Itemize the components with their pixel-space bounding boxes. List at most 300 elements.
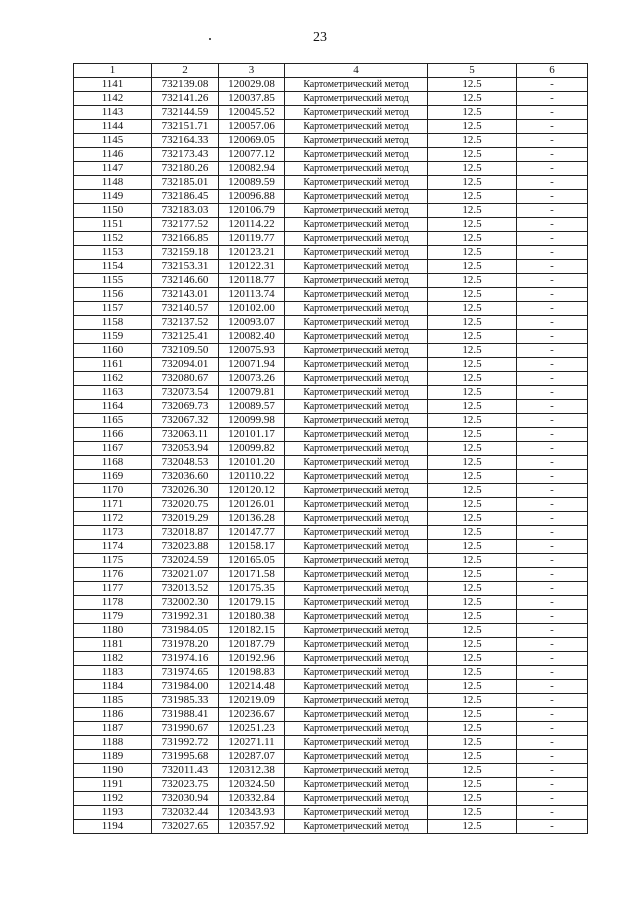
y-coordinate-cell: 120123.21 <box>219 246 285 260</box>
method-cell: Картометрический метод <box>285 344 428 358</box>
method-cell: Картометрический метод <box>285 512 428 526</box>
x-coordinate-cell: 732180.26 <box>152 162 219 176</box>
table-header-row <box>74 64 588 78</box>
note-cell: - <box>517 442 588 456</box>
method-cell: Картометрический метод <box>285 190 428 204</box>
point-number-cell: 1144 <box>74 120 152 134</box>
note-cell: - <box>517 330 588 344</box>
table-row <box>74 232 588 246</box>
table-row <box>74 162 588 176</box>
accuracy-cell: 12.5 <box>428 218 517 232</box>
table-row <box>74 652 588 666</box>
point-number-cell: 1182 <box>74 652 152 666</box>
accuracy-cell: 12.5 <box>428 526 517 540</box>
point-number-cell: 1190 <box>74 764 152 778</box>
note-cell: - <box>517 540 588 554</box>
table-row <box>74 568 588 582</box>
accuracy-cell: 12.5 <box>428 624 517 638</box>
y-coordinate-cell: 120175.35 <box>219 582 285 596</box>
note-cell: - <box>517 344 588 358</box>
point-number-cell: 1151 <box>74 218 152 232</box>
x-coordinate-cell: 732183.03 <box>152 204 219 218</box>
point-number-cell: 1185 <box>74 694 152 708</box>
note-cell: - <box>517 400 588 414</box>
point-number-cell: 1154 <box>74 260 152 274</box>
table-row <box>74 526 588 540</box>
point-number-cell: 1170 <box>74 484 152 498</box>
point-number-cell: 1152 <box>74 232 152 246</box>
table-row <box>74 288 588 302</box>
method-cell: Картометрический метод <box>285 666 428 680</box>
accuracy-cell: 12.5 <box>428 330 517 344</box>
method-cell: Картометрический метод <box>285 792 428 806</box>
note-cell: - <box>517 106 588 120</box>
accuracy-cell: 12.5 <box>428 680 517 694</box>
accuracy-cell: 12.5 <box>428 610 517 624</box>
x-coordinate-cell: 731974.65 <box>152 666 219 680</box>
point-number-cell: 1189 <box>74 750 152 764</box>
x-coordinate-cell: 732011.43 <box>152 764 219 778</box>
note-cell: - <box>517 638 588 652</box>
method-cell: Картометрический метод <box>285 554 428 568</box>
note-cell: - <box>517 652 588 666</box>
method-cell: Картометрический метод <box>285 428 428 442</box>
y-coordinate-cell: 120096.88 <box>219 190 285 204</box>
accuracy-cell: 12.5 <box>428 92 517 106</box>
note-cell: - <box>517 386 588 400</box>
y-coordinate-cell: 120037.85 <box>219 92 285 106</box>
x-coordinate-cell: 732153.31 <box>152 260 219 274</box>
accuracy-cell: 12.5 <box>428 274 517 288</box>
note-cell: - <box>517 778 588 792</box>
y-coordinate-cell: 120312.38 <box>219 764 285 778</box>
table-row <box>74 554 588 568</box>
point-number-cell: 1147 <box>74 162 152 176</box>
y-coordinate-cell: 120082.40 <box>219 330 285 344</box>
x-coordinate-cell: 732018.87 <box>152 526 219 540</box>
table-row <box>74 316 588 330</box>
method-cell: Картометрический метод <box>285 764 428 778</box>
method-cell: Картометрический метод <box>285 708 428 722</box>
x-coordinate-cell: 732013.52 <box>152 582 219 596</box>
note-cell: - <box>517 246 588 260</box>
x-coordinate-cell: 732146.60 <box>152 274 219 288</box>
point-number-cell: 1169 <box>74 470 152 484</box>
y-coordinate-cell: 120114.22 <box>219 218 285 232</box>
x-coordinate-cell: 731992.72 <box>152 736 219 750</box>
method-cell: Картометрический метод <box>285 330 428 344</box>
page-number: 23 <box>313 30 327 45</box>
point-number-cell: 1146 <box>74 148 152 162</box>
table-row <box>74 274 588 288</box>
x-coordinate-cell: 732067.32 <box>152 414 219 428</box>
y-coordinate-cell: 120099.82 <box>219 442 285 456</box>
x-coordinate-cell: 732141.26 <box>152 92 219 106</box>
table-row <box>74 750 588 764</box>
table-row <box>74 302 588 316</box>
method-cell: Картометрический метод <box>285 484 428 498</box>
y-coordinate-cell: 120136.28 <box>219 512 285 526</box>
point-number-cell: 1184 <box>74 680 152 694</box>
note-cell: - <box>517 736 588 750</box>
y-coordinate-cell: 120071.94 <box>219 358 285 372</box>
accuracy-cell: 12.5 <box>428 246 517 260</box>
method-cell: Картометрический метод <box>285 806 428 820</box>
point-number-cell: 1141 <box>74 78 152 92</box>
table-row <box>74 582 588 596</box>
x-coordinate-cell: 732032.44 <box>152 806 219 820</box>
point-number-cell: 1142 <box>74 92 152 106</box>
method-cell: Картометрический метод <box>285 358 428 372</box>
x-coordinate-cell: 732186.45 <box>152 190 219 204</box>
point-number-cell: 1180 <box>74 624 152 638</box>
table-row <box>74 372 588 386</box>
scan-dot <box>209 38 211 40</box>
accuracy-cell: 12.5 <box>428 176 517 190</box>
table-body <box>74 78 588 834</box>
note-cell: - <box>517 554 588 568</box>
point-number-cell: 1158 <box>74 316 152 330</box>
accuracy-cell: 12.5 <box>428 358 517 372</box>
table-row <box>74 358 588 372</box>
y-coordinate-cell: 120082.94 <box>219 162 285 176</box>
accuracy-cell: 12.5 <box>428 596 517 610</box>
point-number-cell: 1156 <box>74 288 152 302</box>
accuracy-cell: 12.5 <box>428 820 517 834</box>
note-cell: - <box>517 582 588 596</box>
header-col-5: 5 <box>428 64 517 78</box>
note-cell: - <box>517 134 588 148</box>
table-row <box>74 792 588 806</box>
x-coordinate-cell: 732026.30 <box>152 484 219 498</box>
accuracy-cell: 12.5 <box>428 652 517 666</box>
y-coordinate-cell: 120180.38 <box>219 610 285 624</box>
note-cell: - <box>517 722 588 736</box>
point-number-cell: 1178 <box>74 596 152 610</box>
y-coordinate-cell: 120045.52 <box>219 106 285 120</box>
y-coordinate-cell: 120198.83 <box>219 666 285 680</box>
note-cell: - <box>517 148 588 162</box>
table-row <box>74 78 588 92</box>
accuracy-cell: 12.5 <box>428 120 517 134</box>
point-number-cell: 1183 <box>74 666 152 680</box>
accuracy-cell: 12.5 <box>428 148 517 162</box>
x-coordinate-cell: 732023.88 <box>152 540 219 554</box>
note-cell: - <box>517 624 588 638</box>
point-number-cell: 1143 <box>74 106 152 120</box>
y-coordinate-cell: 120214.48 <box>219 680 285 694</box>
header-col-1: 1 <box>74 64 152 78</box>
x-coordinate-cell: 732177.52 <box>152 218 219 232</box>
table-row <box>74 596 588 610</box>
point-number-cell: 1166 <box>74 428 152 442</box>
header-col-4: 4 <box>285 64 428 78</box>
x-coordinate-cell: 732094.01 <box>152 358 219 372</box>
y-coordinate-cell: 120119.77 <box>219 232 285 246</box>
point-number-cell: 1167 <box>74 442 152 456</box>
point-number-cell: 1153 <box>74 246 152 260</box>
method-cell: Картометрический метод <box>285 78 428 92</box>
accuracy-cell: 12.5 <box>428 260 517 274</box>
table-row <box>74 134 588 148</box>
x-coordinate-cell: 732140.57 <box>152 302 219 316</box>
accuracy-cell: 12.5 <box>428 484 517 498</box>
accuracy-cell: 12.5 <box>428 582 517 596</box>
note-cell: - <box>517 204 588 218</box>
method-cell: Картометрический метод <box>285 456 428 470</box>
point-number-cell: 1161 <box>74 358 152 372</box>
x-coordinate-cell: 732002.30 <box>152 596 219 610</box>
note-cell: - <box>517 512 588 526</box>
method-cell: Картометрический метод <box>285 694 428 708</box>
y-coordinate-cell: 120069.05 <box>219 134 285 148</box>
table-row <box>74 260 588 274</box>
point-number-cell: 1175 <box>74 554 152 568</box>
point-number-cell: 1159 <box>74 330 152 344</box>
table-row <box>74 764 588 778</box>
table-row <box>74 428 588 442</box>
method-cell: Картометрический метод <box>285 302 428 316</box>
method-cell: Картометрический метод <box>285 750 428 764</box>
note-cell: - <box>517 288 588 302</box>
method-cell: Картометрический метод <box>285 540 428 554</box>
y-coordinate-cell: 120113.74 <box>219 288 285 302</box>
table-row <box>74 414 588 428</box>
y-coordinate-cell: 120122.31 <box>219 260 285 274</box>
accuracy-cell: 12.5 <box>428 372 517 386</box>
method-cell: Картометрический метод <box>285 176 428 190</box>
point-number-cell: 1188 <box>74 736 152 750</box>
accuracy-cell: 12.5 <box>428 78 517 92</box>
note-cell: - <box>517 78 588 92</box>
note-cell: - <box>517 820 588 834</box>
note-cell: - <box>517 414 588 428</box>
y-coordinate-cell: 120089.59 <box>219 176 285 190</box>
table-row <box>74 344 588 358</box>
table-row <box>74 708 588 722</box>
x-coordinate-cell: 732173.43 <box>152 148 219 162</box>
accuracy-cell: 12.5 <box>428 568 517 582</box>
y-coordinate-cell: 120079.81 <box>219 386 285 400</box>
accuracy-cell: 12.5 <box>428 764 517 778</box>
point-number-cell: 1187 <box>74 722 152 736</box>
point-number-cell: 1177 <box>74 582 152 596</box>
x-coordinate-cell: 732027.65 <box>152 820 219 834</box>
y-coordinate-cell: 120271.11 <box>219 736 285 750</box>
accuracy-cell: 12.5 <box>428 414 517 428</box>
method-cell: Картометрический метод <box>285 92 428 106</box>
table-row <box>74 680 588 694</box>
method-cell: Картометрический метод <box>285 778 428 792</box>
method-cell: Картометрический метод <box>285 442 428 456</box>
method-cell: Картометрический метод <box>285 162 428 176</box>
x-coordinate-cell: 732159.18 <box>152 246 219 260</box>
method-cell: Картометрический метод <box>285 372 428 386</box>
table-row <box>74 218 588 232</box>
point-number-cell: 1181 <box>74 638 152 652</box>
method-cell: Картометрический метод <box>285 596 428 610</box>
accuracy-cell: 12.5 <box>428 344 517 358</box>
table-row <box>74 330 588 344</box>
point-number-cell: 1193 <box>74 806 152 820</box>
y-coordinate-cell: 120102.00 <box>219 302 285 316</box>
table-row <box>74 106 588 120</box>
note-cell: - <box>517 764 588 778</box>
note-cell: - <box>517 498 588 512</box>
table-row <box>74 442 588 456</box>
y-coordinate-cell: 120073.26 <box>219 372 285 386</box>
point-number-cell: 1192 <box>74 792 152 806</box>
method-cell: Картометрический метод <box>285 582 428 596</box>
note-cell: - <box>517 358 588 372</box>
table-row <box>74 176 588 190</box>
header-col-2: 2 <box>152 64 219 78</box>
x-coordinate-cell: 732109.50 <box>152 344 219 358</box>
table-row <box>74 778 588 792</box>
note-cell: - <box>517 218 588 232</box>
accuracy-cell: 12.5 <box>428 750 517 764</box>
x-coordinate-cell: 732080.67 <box>152 372 219 386</box>
table-row <box>74 204 588 218</box>
y-coordinate-cell: 120077.12 <box>219 148 285 162</box>
accuracy-cell: 12.5 <box>428 792 517 806</box>
y-coordinate-cell: 120075.93 <box>219 344 285 358</box>
table-row <box>74 722 588 736</box>
point-number-cell: 1150 <box>74 204 152 218</box>
point-number-cell: 1157 <box>74 302 152 316</box>
y-coordinate-cell: 120236.67 <box>219 708 285 722</box>
x-coordinate-cell: 731985.33 <box>152 694 219 708</box>
x-coordinate-cell: 732019.29 <box>152 512 219 526</box>
note-cell: - <box>517 568 588 582</box>
accuracy-cell: 12.5 <box>428 134 517 148</box>
y-coordinate-cell: 120110.22 <box>219 470 285 484</box>
accuracy-cell: 12.5 <box>428 316 517 330</box>
y-coordinate-cell: 120179.15 <box>219 596 285 610</box>
point-number-cell: 1162 <box>74 372 152 386</box>
x-coordinate-cell: 732073.54 <box>152 386 219 400</box>
point-number-cell: 1149 <box>74 190 152 204</box>
accuracy-cell: 12.5 <box>428 498 517 512</box>
point-number-cell: 1174 <box>74 540 152 554</box>
note-cell: - <box>517 92 588 106</box>
accuracy-cell: 12.5 <box>428 442 517 456</box>
accuracy-cell: 12.5 <box>428 736 517 750</box>
point-number-cell: 1164 <box>74 400 152 414</box>
point-number-cell: 1165 <box>74 414 152 428</box>
method-cell: Картометрический метод <box>285 638 428 652</box>
x-coordinate-cell: 731984.00 <box>152 680 219 694</box>
note-cell: - <box>517 176 588 190</box>
method-cell: Картометрический метод <box>285 218 428 232</box>
y-coordinate-cell: 120118.77 <box>219 274 285 288</box>
y-coordinate-cell: 120158.17 <box>219 540 285 554</box>
table-row <box>74 820 588 834</box>
x-coordinate-cell: 732053.94 <box>152 442 219 456</box>
method-cell: Картометрический метод <box>285 820 428 834</box>
table-row <box>74 806 588 820</box>
point-number-cell: 1194 <box>74 820 152 834</box>
method-cell: Картометрический метод <box>285 736 428 750</box>
accuracy-cell: 12.5 <box>428 470 517 484</box>
accuracy-cell: 12.5 <box>428 190 517 204</box>
note-cell: - <box>517 708 588 722</box>
method-cell: Картометрический метод <box>285 386 428 400</box>
accuracy-cell: 12.5 <box>428 806 517 820</box>
accuracy-cell: 12.5 <box>428 554 517 568</box>
method-cell: Картометрический метод <box>285 288 428 302</box>
accuracy-cell: 12.5 <box>428 204 517 218</box>
table-row <box>74 736 588 750</box>
note-cell: - <box>517 302 588 316</box>
x-coordinate-cell: 732144.59 <box>152 106 219 120</box>
point-number-cell: 1160 <box>74 344 152 358</box>
point-number-cell: 1179 <box>74 610 152 624</box>
header-col-6: 6 <box>517 64 588 78</box>
accuracy-cell: 12.5 <box>428 722 517 736</box>
method-cell: Картометрический метод <box>285 274 428 288</box>
x-coordinate-cell: 731984.05 <box>152 624 219 638</box>
x-coordinate-cell: 732143.01 <box>152 288 219 302</box>
accuracy-cell: 12.5 <box>428 708 517 722</box>
table-row <box>74 386 588 400</box>
accuracy-cell: 12.5 <box>428 666 517 680</box>
x-coordinate-cell: 732036.60 <box>152 470 219 484</box>
y-coordinate-cell: 120089.57 <box>219 400 285 414</box>
note-cell: - <box>517 526 588 540</box>
table-row <box>74 190 588 204</box>
note-cell: - <box>517 484 588 498</box>
x-coordinate-cell: 732021.07 <box>152 568 219 582</box>
x-coordinate-cell: 732151.71 <box>152 120 219 134</box>
point-number-cell: 1173 <box>74 526 152 540</box>
x-coordinate-cell: 732137.52 <box>152 316 219 330</box>
table-row <box>74 624 588 638</box>
note-cell: - <box>517 694 588 708</box>
method-cell: Картометрический метод <box>285 498 428 512</box>
accuracy-cell: 12.5 <box>428 638 517 652</box>
y-coordinate-cell: 120171.58 <box>219 568 285 582</box>
x-coordinate-cell: 731974.16 <box>152 652 219 666</box>
accuracy-cell: 12.5 <box>428 106 517 120</box>
method-cell: Картометрический метод <box>285 148 428 162</box>
note-cell: - <box>517 120 588 134</box>
x-coordinate-cell: 732063.11 <box>152 428 219 442</box>
x-coordinate-cell: 731992.31 <box>152 610 219 624</box>
note-cell: - <box>517 666 588 680</box>
accuracy-cell: 12.5 <box>428 302 517 316</box>
table-row <box>74 540 588 554</box>
point-number-cell: 1155 <box>74 274 152 288</box>
point-number-cell: 1191 <box>74 778 152 792</box>
table-row <box>74 484 588 498</box>
x-coordinate-cell: 732139.08 <box>152 78 219 92</box>
y-coordinate-cell: 120101.17 <box>219 428 285 442</box>
note-cell: - <box>517 596 588 610</box>
y-coordinate-cell: 120182.15 <box>219 624 285 638</box>
method-cell: Картометрический метод <box>285 246 428 260</box>
method-cell: Картометрический метод <box>285 106 428 120</box>
note-cell: - <box>517 190 588 204</box>
method-cell: Картометрический метод <box>285 680 428 694</box>
table-row <box>74 470 588 484</box>
point-number-cell: 1171 <box>74 498 152 512</box>
table-row <box>74 498 588 512</box>
y-coordinate-cell: 120357.92 <box>219 820 285 834</box>
table-row <box>74 694 588 708</box>
x-coordinate-cell: 732048.53 <box>152 456 219 470</box>
table-row <box>74 512 588 526</box>
